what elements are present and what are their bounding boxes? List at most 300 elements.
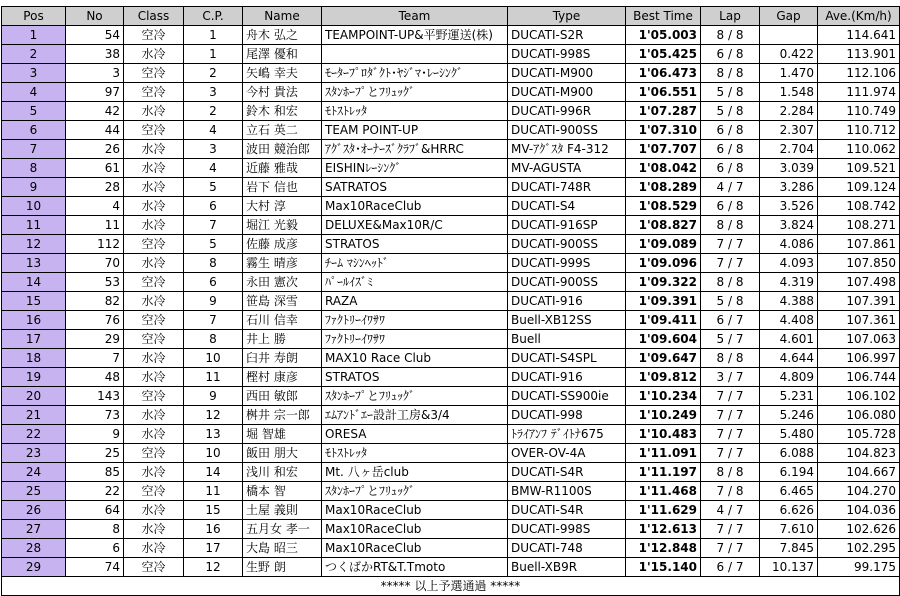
cell-ave: 110.749 xyxy=(818,102,900,121)
cell-no: 9 xyxy=(66,425,124,444)
header-ave: Ave.(Km/h) xyxy=(818,7,900,26)
cell-gap: 5.231 xyxy=(760,387,818,406)
cell-lap: 7 / 7 xyxy=(701,425,760,444)
cell-no: 112 xyxy=(66,235,124,254)
cell-no: 8 xyxy=(66,520,124,539)
cell-ave: 99.175 xyxy=(818,558,900,577)
cell-best-time: 1'09.322 xyxy=(626,273,701,292)
cell-best-time: 1'08.529 xyxy=(626,197,701,216)
cell-team: ｽﾀﾝﾎｰﾌﾟとﾌﾘｭｯｸﾞ xyxy=(322,83,508,102)
cell-pos: 22 xyxy=(2,425,66,444)
cell-gap: 3.526 xyxy=(760,197,818,216)
cell-pos: 12 xyxy=(2,235,66,254)
cell-type: DUCATI-999S xyxy=(508,254,626,273)
cell-pos: 19 xyxy=(2,368,66,387)
cell-no: 3 xyxy=(66,64,124,83)
cell-no: 97 xyxy=(66,83,124,102)
cell-team: ｴﾑｱﾝﾄﾞｴｰ設計工房&3/4 xyxy=(322,406,508,425)
cell-type: MV-ｱｸﾞｽﾀ F4-312 xyxy=(508,140,626,159)
cell-type: DUCATI-S4 xyxy=(508,197,626,216)
cell-team: ﾓｰﾀｰﾌﾟﾛﾀﾞｸﾄ･ﾔｼﾞﾏ･ﾚｰｼﾝｸﾞ xyxy=(322,64,508,83)
cell-best-time: 1'06.551 xyxy=(626,83,701,102)
cell-no: 22 xyxy=(66,482,124,501)
cell-class: 水冷 xyxy=(124,501,184,520)
cell-type: MV-AGUSTA xyxy=(508,159,626,178)
cell-no: 73 xyxy=(66,406,124,425)
cell-gap: 7.610 xyxy=(760,520,818,539)
cell-team: SATRATOS xyxy=(322,178,508,197)
cell-type: DUCATI-748R xyxy=(508,178,626,197)
cell-ave: 106.102 xyxy=(818,387,900,406)
cell-class: 水冷 xyxy=(124,463,184,482)
cell-pos: 7 xyxy=(2,140,66,159)
cell-team: DELUXE&Max10R/C xyxy=(322,216,508,235)
cell-team: EISHINﾚｰｼﾝｸﾞ xyxy=(322,159,508,178)
table-row xyxy=(2,216,900,235)
cell-gap: 5.480 xyxy=(760,425,818,444)
cell-lap: 7 / 7 xyxy=(701,254,760,273)
cell-best-time: 1'11.629 xyxy=(626,501,701,520)
cell-lap: 6 / 8 xyxy=(701,121,760,140)
cell-pos: 3 xyxy=(2,64,66,83)
cell-name: 石川 信幸 xyxy=(243,311,322,330)
cell-class: 水冷 xyxy=(124,102,184,121)
cell-class: 水冷 xyxy=(124,520,184,539)
cell-ave: 105.728 xyxy=(818,425,900,444)
cell-lap: 6 / 8 xyxy=(701,197,760,216)
cell-lap: 6 / 7 xyxy=(701,558,760,577)
cell-class: 水冷 xyxy=(124,349,184,368)
cell-type: DUCATI-900SS xyxy=(508,235,626,254)
header-name: Name xyxy=(243,7,322,26)
cell-team: Max10RaceClub xyxy=(322,520,508,539)
cell-cp: 6 xyxy=(184,197,243,216)
cell-cp: 12 xyxy=(184,406,243,425)
cell-best-time: 1'07.287 xyxy=(626,102,701,121)
cell-name: 浅川 和宏 xyxy=(243,463,322,482)
footer-row xyxy=(2,577,900,596)
cell-ave: 114.641 xyxy=(818,26,900,45)
header-cp: C.P. xyxy=(184,7,243,26)
cell-best-time: 1'08.042 xyxy=(626,159,701,178)
cell-pos: 4 xyxy=(2,83,66,102)
cell-best-time: 1'10.249 xyxy=(626,406,701,425)
table-row xyxy=(2,444,900,463)
cell-gap: 2.704 xyxy=(760,140,818,159)
cell-gap: 2.284 xyxy=(760,102,818,121)
cell-pos: 26 xyxy=(2,501,66,520)
cell-gap: 4.408 xyxy=(760,311,818,330)
cell-gap: 3.039 xyxy=(760,159,818,178)
cell-lap: 8 / 8 xyxy=(701,216,760,235)
cell-ave: 104.036 xyxy=(818,501,900,520)
cell-type: ﾄﾗｲｱﾝﾌ ﾃﾞｲﾄﾅ675 xyxy=(508,425,626,444)
cell-pos: 1 xyxy=(2,26,66,45)
cell-team: ｽﾀﾝﾎｰﾌﾟとﾌﾘｭｯｸﾞ xyxy=(322,482,508,501)
cell-gap: 5.246 xyxy=(760,406,818,425)
cell-lap: 8 / 8 xyxy=(701,273,760,292)
cell-no: 4 xyxy=(66,197,124,216)
cell-team: Max10RaceClub xyxy=(322,501,508,520)
cell-gap: 4.809 xyxy=(760,368,818,387)
cell-team: STRATOS xyxy=(322,235,508,254)
cell-class: 水冷 xyxy=(124,216,184,235)
cell-best-time: 1'05.003 xyxy=(626,26,701,45)
cell-ave: 113.901 xyxy=(818,45,900,64)
cell-no: 42 xyxy=(66,102,124,121)
cell-no: 25 xyxy=(66,444,124,463)
cell-type: DUCATI-S4R xyxy=(508,501,626,520)
cell-ave: 107.850 xyxy=(818,254,900,273)
cell-lap: 7 / 7 xyxy=(701,520,760,539)
cell-class: 空冷 xyxy=(124,273,184,292)
table-row xyxy=(2,83,900,102)
cell-pos: 5 xyxy=(2,102,66,121)
table-row xyxy=(2,26,900,45)
cell-gap: 3.824 xyxy=(760,216,818,235)
cell-ave: 108.271 xyxy=(818,216,900,235)
cell-name: 桝井 宗一郎 xyxy=(243,406,322,425)
table-row xyxy=(2,254,900,273)
cell-no: 74 xyxy=(66,558,124,577)
cell-ave: 108.742 xyxy=(818,197,900,216)
cell-team: ｽﾀﾝﾎｰﾌﾟとﾌﾘｭｯｸﾞ xyxy=(322,387,508,406)
cell-pos: 20 xyxy=(2,387,66,406)
cell-cp: 7 xyxy=(184,311,243,330)
cell-no: 64 xyxy=(66,501,124,520)
cell-gap: 0.422 xyxy=(760,45,818,64)
cell-class: 空冷 xyxy=(124,444,184,463)
cell-pos: 10 xyxy=(2,197,66,216)
cell-name: 波田 競治郎 xyxy=(243,140,322,159)
cell-no: 85 xyxy=(66,463,124,482)
cell-type: DUCATI-916 xyxy=(508,292,626,311)
cell-type: DUCATI-900SS xyxy=(508,273,626,292)
cell-lap: 5 / 7 xyxy=(701,330,760,349)
cell-class: 水冷 xyxy=(124,178,184,197)
cell-pos: 9 xyxy=(2,178,66,197)
cell-best-time: 1'09.411 xyxy=(626,311,701,330)
cell-type: DUCATI-SS900ie xyxy=(508,387,626,406)
header-row xyxy=(2,7,900,26)
cell-no: 54 xyxy=(66,26,124,45)
cell-pos: 8 xyxy=(2,159,66,178)
table-row xyxy=(2,406,900,425)
cell-best-time: 1'09.647 xyxy=(626,349,701,368)
cell-type: DUCATI-998 xyxy=(508,406,626,425)
cell-lap: 6 / 8 xyxy=(701,159,760,178)
cell-pos: 11 xyxy=(2,216,66,235)
cell-best-time: 1'11.091 xyxy=(626,444,701,463)
cell-pos: 15 xyxy=(2,292,66,311)
header-pos: Pos xyxy=(2,7,66,26)
cell-gap: 4.601 xyxy=(760,330,818,349)
cell-best-time: 1'09.812 xyxy=(626,368,701,387)
cell-name: 佐藤 成彦 xyxy=(243,235,322,254)
cell-ave: 110.062 xyxy=(818,140,900,159)
cell-gap: 4.093 xyxy=(760,254,818,273)
header-best-time: Best Time xyxy=(626,7,701,26)
table-row xyxy=(2,273,900,292)
table-row xyxy=(2,159,900,178)
cell-gap: 6.194 xyxy=(760,463,818,482)
cell-class: 空冷 xyxy=(124,235,184,254)
cell-best-time: 1'09.096 xyxy=(626,254,701,273)
cell-lap: 7 / 7 xyxy=(701,444,760,463)
cell-cp: 2 xyxy=(184,102,243,121)
table-row xyxy=(2,482,900,501)
cell-name: 鈴木 和宏 xyxy=(243,102,322,121)
cell-cp: 5 xyxy=(184,235,243,254)
cell-best-time: 1'15.140 xyxy=(626,558,701,577)
cell-team: ﾌｧｸﾄﾘｰｲﾜｻﾜ xyxy=(322,311,508,330)
cell-ave: 107.063 xyxy=(818,330,900,349)
table-row xyxy=(2,387,900,406)
table-row xyxy=(2,463,900,482)
cell-ave: 112.106 xyxy=(818,64,900,83)
cell-no: 11 xyxy=(66,216,124,235)
table-row xyxy=(2,140,900,159)
cell-cp: 1 xyxy=(184,45,243,64)
cell-type: DUCATI-900SS xyxy=(508,121,626,140)
cell-cp: 7 xyxy=(184,216,243,235)
cell-team: RAZA xyxy=(322,292,508,311)
cell-name: 笹島 深雪 xyxy=(243,292,322,311)
cell-ave: 102.626 xyxy=(818,520,900,539)
cell-no: 61 xyxy=(66,159,124,178)
cell-name: 西田 敏郎 xyxy=(243,387,322,406)
cell-name: 尾澤 優和 xyxy=(243,45,322,64)
cell-no: 70 xyxy=(66,254,124,273)
cell-gap: 4.388 xyxy=(760,292,818,311)
cell-name: 大島 昭三 xyxy=(243,539,322,558)
cell-team: ORESA xyxy=(322,425,508,444)
cell-no: 76 xyxy=(66,311,124,330)
cell-cp: 3 xyxy=(184,140,243,159)
cell-name: 矢嶋 幸夫 xyxy=(243,64,322,83)
cell-cp: 3 xyxy=(184,83,243,102)
cell-name: 近藤 雅哉 xyxy=(243,159,322,178)
cell-ave: 107.861 xyxy=(818,235,900,254)
table-row xyxy=(2,520,900,539)
header-type: Type xyxy=(508,7,626,26)
header-no: No xyxy=(66,7,124,26)
cell-ave: 104.823 xyxy=(818,444,900,463)
qualifying-results-table xyxy=(1,6,900,596)
cell-best-time: 1'11.197 xyxy=(626,463,701,482)
cell-no: 26 xyxy=(66,140,124,159)
cell-team: Max10RaceClub xyxy=(322,197,508,216)
cell-best-time: 1'05.425 xyxy=(626,45,701,64)
cell-ave: 104.270 xyxy=(818,482,900,501)
cell-name: 樫村 康彦 xyxy=(243,368,322,387)
cell-type: DUCATI-M900 xyxy=(508,64,626,83)
cell-pos: 25 xyxy=(2,482,66,501)
cell-lap: 7 / 7 xyxy=(701,387,760,406)
cell-lap: 8 / 8 xyxy=(701,463,760,482)
cell-gap: 2.307 xyxy=(760,121,818,140)
cell-pos: 29 xyxy=(2,558,66,577)
cell-ave: 106.744 xyxy=(818,368,900,387)
cell-best-time: 1'08.827 xyxy=(626,216,701,235)
cell-class: 水冷 xyxy=(124,406,184,425)
cell-no: 29 xyxy=(66,330,124,349)
cell-class: 水冷 xyxy=(124,159,184,178)
cell-best-time: 1'07.310 xyxy=(626,121,701,140)
cell-pos: 24 xyxy=(2,463,66,482)
table-row xyxy=(2,501,900,520)
cell-lap: 7 / 7 xyxy=(701,539,760,558)
cell-class: 空冷 xyxy=(124,558,184,577)
cell-cp: 4 xyxy=(184,121,243,140)
cell-gap: 6.465 xyxy=(760,482,818,501)
header-team: Team xyxy=(322,7,508,26)
cell-team: ﾓﾄｽﾄﾚｯﾀ xyxy=(322,444,508,463)
cell-team: Max10RaceClub xyxy=(322,539,508,558)
table-row xyxy=(2,102,900,121)
cell-lap: 7 / 7 xyxy=(701,406,760,425)
cell-type: DUCATI-S2R xyxy=(508,26,626,45)
cell-best-time: 1'12.613 xyxy=(626,520,701,539)
cell-pos: 23 xyxy=(2,444,66,463)
cell-ave: 110.712 xyxy=(818,121,900,140)
table-body xyxy=(2,26,900,577)
cell-type: DUCATI-996R xyxy=(508,102,626,121)
cell-ave: 106.080 xyxy=(818,406,900,425)
cell-name: 臼井 寿朗 xyxy=(243,349,322,368)
cell-team: ﾓﾄｽﾄﾚｯﾀ xyxy=(322,102,508,121)
cell-pos: 28 xyxy=(2,539,66,558)
table-row xyxy=(2,292,900,311)
table-row xyxy=(2,64,900,83)
cell-type: Buell-XB9R xyxy=(508,558,626,577)
cell-cp: 10 xyxy=(184,349,243,368)
cell-ave: 102.295 xyxy=(818,539,900,558)
cell-ave: 109.124 xyxy=(818,178,900,197)
cell-gap: 4.086 xyxy=(760,235,818,254)
cell-name: 橋本 智 xyxy=(243,482,322,501)
cell-gap xyxy=(760,26,818,45)
cell-name: 立石 英二 xyxy=(243,121,322,140)
cell-gap: 10.137 xyxy=(760,558,818,577)
cell-class: 水冷 xyxy=(124,140,184,159)
cell-pos: 16 xyxy=(2,311,66,330)
cell-class: 空冷 xyxy=(124,482,184,501)
cell-lap: 8 / 8 xyxy=(701,26,760,45)
cell-team: ｱｸﾞｽﾀ･ｵｰﾅｰｽﾞｸﾗﾌﾞ&HRRC xyxy=(322,140,508,159)
cell-lap: 7 / 7 xyxy=(701,235,760,254)
header-gap: Gap xyxy=(760,7,818,26)
cell-best-time: 1'09.089 xyxy=(626,235,701,254)
cell-pos: 2 xyxy=(2,45,66,64)
cell-type: Buell-XB12SS xyxy=(508,311,626,330)
cell-class: 水冷 xyxy=(124,197,184,216)
cell-pos: 18 xyxy=(2,349,66,368)
table-row xyxy=(2,311,900,330)
cell-cp: 11 xyxy=(184,368,243,387)
cell-best-time: 1'07.707 xyxy=(626,140,701,159)
cell-lap: 3 / 7 xyxy=(701,368,760,387)
cell-type: DUCATI-916SP xyxy=(508,216,626,235)
cell-name: 生野 朗 xyxy=(243,558,322,577)
cell-cp: 11 xyxy=(184,482,243,501)
cell-cp: 17 xyxy=(184,539,243,558)
cell-pos: 21 xyxy=(2,406,66,425)
header-lap: Lap xyxy=(701,7,760,26)
cell-name: 堀江 光毅 xyxy=(243,216,322,235)
cell-lap: 6 / 8 xyxy=(701,45,760,64)
cell-team: ﾊﾟｰﾙｲｽﾞﾐ xyxy=(322,273,508,292)
cell-cp: 14 xyxy=(184,463,243,482)
cell-name: 五月女 孝一 xyxy=(243,520,322,539)
cell-type: OVER-OV-4A xyxy=(508,444,626,463)
cell-ave: 106.997 xyxy=(818,349,900,368)
cell-best-time: 1'10.483 xyxy=(626,425,701,444)
cell-type: Buell xyxy=(508,330,626,349)
cell-class: 水冷 xyxy=(124,539,184,558)
cell-cp: 9 xyxy=(184,387,243,406)
cell-lap: 5 / 8 xyxy=(701,83,760,102)
cell-gap: 4.319 xyxy=(760,273,818,292)
cell-cp: 8 xyxy=(184,330,243,349)
table-row xyxy=(2,45,900,64)
cell-gap: 7.845 xyxy=(760,539,818,558)
cell-ave: 104.667 xyxy=(818,463,900,482)
cell-gap: 1.548 xyxy=(760,83,818,102)
cell-type: DUCATI-998S xyxy=(508,45,626,64)
cell-team xyxy=(322,45,508,64)
cell-no: 53 xyxy=(66,273,124,292)
cell-cp: 8 xyxy=(184,254,243,273)
cell-class: 空冷 xyxy=(124,330,184,349)
table-row xyxy=(2,425,900,444)
table-row xyxy=(2,197,900,216)
cell-best-time: 1'09.391 xyxy=(626,292,701,311)
cell-name: 井上 勝 xyxy=(243,330,322,349)
cell-no: 38 xyxy=(66,45,124,64)
cell-pos: 27 xyxy=(2,520,66,539)
header-class: Class xyxy=(124,7,184,26)
table-row xyxy=(2,368,900,387)
cell-cp: 15 xyxy=(184,501,243,520)
cell-lap: 6 / 7 xyxy=(701,311,760,330)
cell-best-time: 1'08.289 xyxy=(626,178,701,197)
cell-cp: 2 xyxy=(184,64,243,83)
cell-lap: 7 / 8 xyxy=(701,482,760,501)
cell-type: DUCATI-M900 xyxy=(508,83,626,102)
cell-name: 土屋 義則 xyxy=(243,501,322,520)
cell-no: 143 xyxy=(66,387,124,406)
cell-team: ﾁｰﾑ ﾏｼﾝﾍｯﾄﾞ xyxy=(322,254,508,273)
cell-gap: 6.088 xyxy=(760,444,818,463)
cell-cp: 10 xyxy=(184,444,243,463)
cell-lap: 5 / 8 xyxy=(701,102,760,121)
cell-name: 永田 憲次 xyxy=(243,273,322,292)
cell-ave: 107.498 xyxy=(818,273,900,292)
cell-gap: 6.626 xyxy=(760,501,818,520)
cell-lap: 4 / 7 xyxy=(701,501,760,520)
cell-pos: 6 xyxy=(2,121,66,140)
cell-class: 水冷 xyxy=(124,45,184,64)
cell-team: つくばかRT&T.Tmoto xyxy=(322,558,508,577)
cell-class: 水冷 xyxy=(124,425,184,444)
cell-no: 7 xyxy=(66,349,124,368)
table-row xyxy=(2,330,900,349)
cell-no: 82 xyxy=(66,292,124,311)
cell-type: DUCATI-S4SPL xyxy=(508,349,626,368)
cell-cp: 1 xyxy=(184,26,243,45)
cell-cp: 12 xyxy=(184,558,243,577)
